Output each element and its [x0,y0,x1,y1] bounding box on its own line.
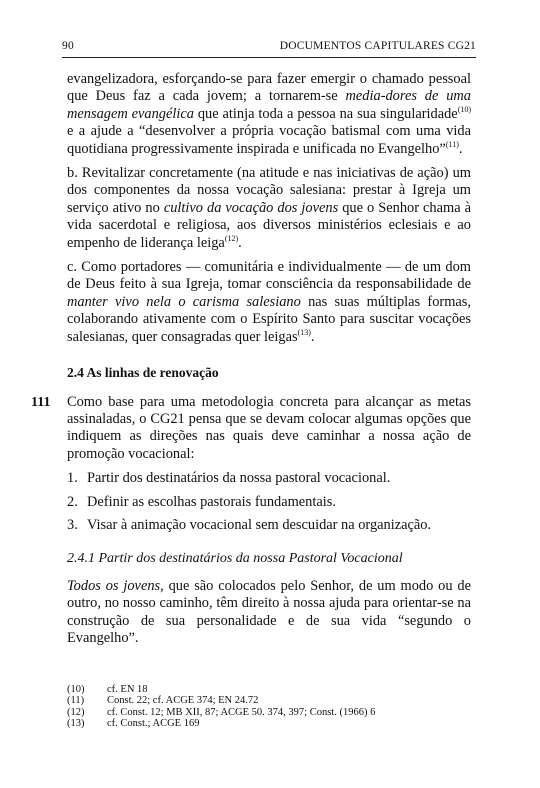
text-run: Como base para uma metodologia concreta para alcançar as metas assinaladas, o CG21 pensa que se devam colocar algumas opções que indiquem as direções nas quais deve caminhar a nossa ação de promoção vocacional: [67,393,471,462]
footnote-number: (13) [67,718,85,730]
footnote [67,718,471,729]
header-rule [62,57,476,58]
text-run: . [238,234,242,251]
paragraph-destinatarios [67,578,471,648]
list-number: 2. [67,493,78,510]
text-run: b. Revitalizar concretamente (na atitude e nas iniciativas de ação) um dos componentes da nossa vocação salesiana: prestar à Igreja um serviço ativo no [67,165,471,216]
footnotes [67,684,471,730]
list-item [67,517,471,534]
text-run: e a ajude a “desenvolver a própria vocação batismal com uma vida quotidiana progressivamente inspirada e unificada no Evangelho” [67,123,471,157]
footnote-text: cf. EN 18 [107,684,148,695]
list-item [67,494,471,511]
emphasis: manter vivo nela o carisma salesiano [67,293,301,310]
running-title: DOCUMENTOS CAPITULARES CG21 [279,40,476,52]
list-number: 3. [67,516,78,533]
list-text: Definir as escolhas pastorais fundamentais. [87,493,336,510]
margin-number: 111 [31,394,51,410]
page-number: 90 [62,40,74,52]
list-text: Visar à animação vocacional sem descuidar na organização. [87,516,432,533]
paragraph-b [67,165,471,252]
footnote-text: cf. Const.; ACGE 169 [107,718,200,730]
footnote [67,695,471,706]
footnote-ref: (13) [297,327,311,337]
text-run: c. Como portadores — comunitária e individualmente — de um dom de Deus feito à sua Igreja, tomar consciência da responsabilidade de [67,259,471,293]
footnote-number: (12) [67,706,85,718]
footnote [67,684,471,695]
body-text [31,71,472,654]
text-run: que o Senhor chama à vida sacerdotal e religiosa, aos diversos ministérios eclesiais e ao empenho de liderança leiga [67,199,472,251]
footnote [67,707,471,718]
subsection-heading: 2.4.1 Partir dos destinatários da nossa Pastoral Vocacional [67,551,403,567]
footnote-number: (10) [67,684,85,695]
text-run: , que são colocados pelo Senhor, de um modo ou de outro, no nosso caminho, têm direito à nossa ajuda para orientar-se na construção de sua personalidade e de sua vida “segundo o Evangelho”. [67,577,471,646]
emphasis: cultivo da vocação dos jovens [163,199,339,216]
text-run: que atinja toda a pessoa na sua singularidade [193,105,458,122]
paragraph-c [67,259,471,346]
footnote-number: (11) [67,695,85,707]
text-run: nas suas múltiplas formas, colaborando ativamente com o Espírito Santo para suscitar vocações salesianas, quer consagradas quer leigas [67,293,471,345]
paragraph-continuation [67,71,471,158]
list-text: Partir dos destinatários da nossa pastoral vocacional. [87,470,391,487]
footnote-ref: (11) [445,139,459,149]
text-run: . [458,140,463,157]
numbered-list [67,470,471,534]
paragraph-111 [31,393,471,464]
footnote-text: cf. Const. 12; MB XII, 87; ACGE 50. 374, 397; Const. (1966) 6 [107,706,376,718]
list-item [67,470,471,487]
footnote-ref: (10) [457,105,472,115]
list-number: 1. [67,470,78,487]
footnote-ref: (12) [224,233,239,243]
text-run: evangelizadora, esforçando-se para fazer emergir o chamado pessoal que Deus faz a cada jovem; a tornarem-se [67,71,471,105]
footnote-text: Const. 22; cf. ACGE 374; EN 24.72 [107,695,259,707]
emphasis: Todos os jovens [67,577,161,594]
section-heading: 2.4 As linhas de renovação [67,365,219,381]
emphasis: media-dores de uma mensagem evangélica [67,88,471,122]
running-header [62,40,476,52]
text-run: . [310,328,315,345]
